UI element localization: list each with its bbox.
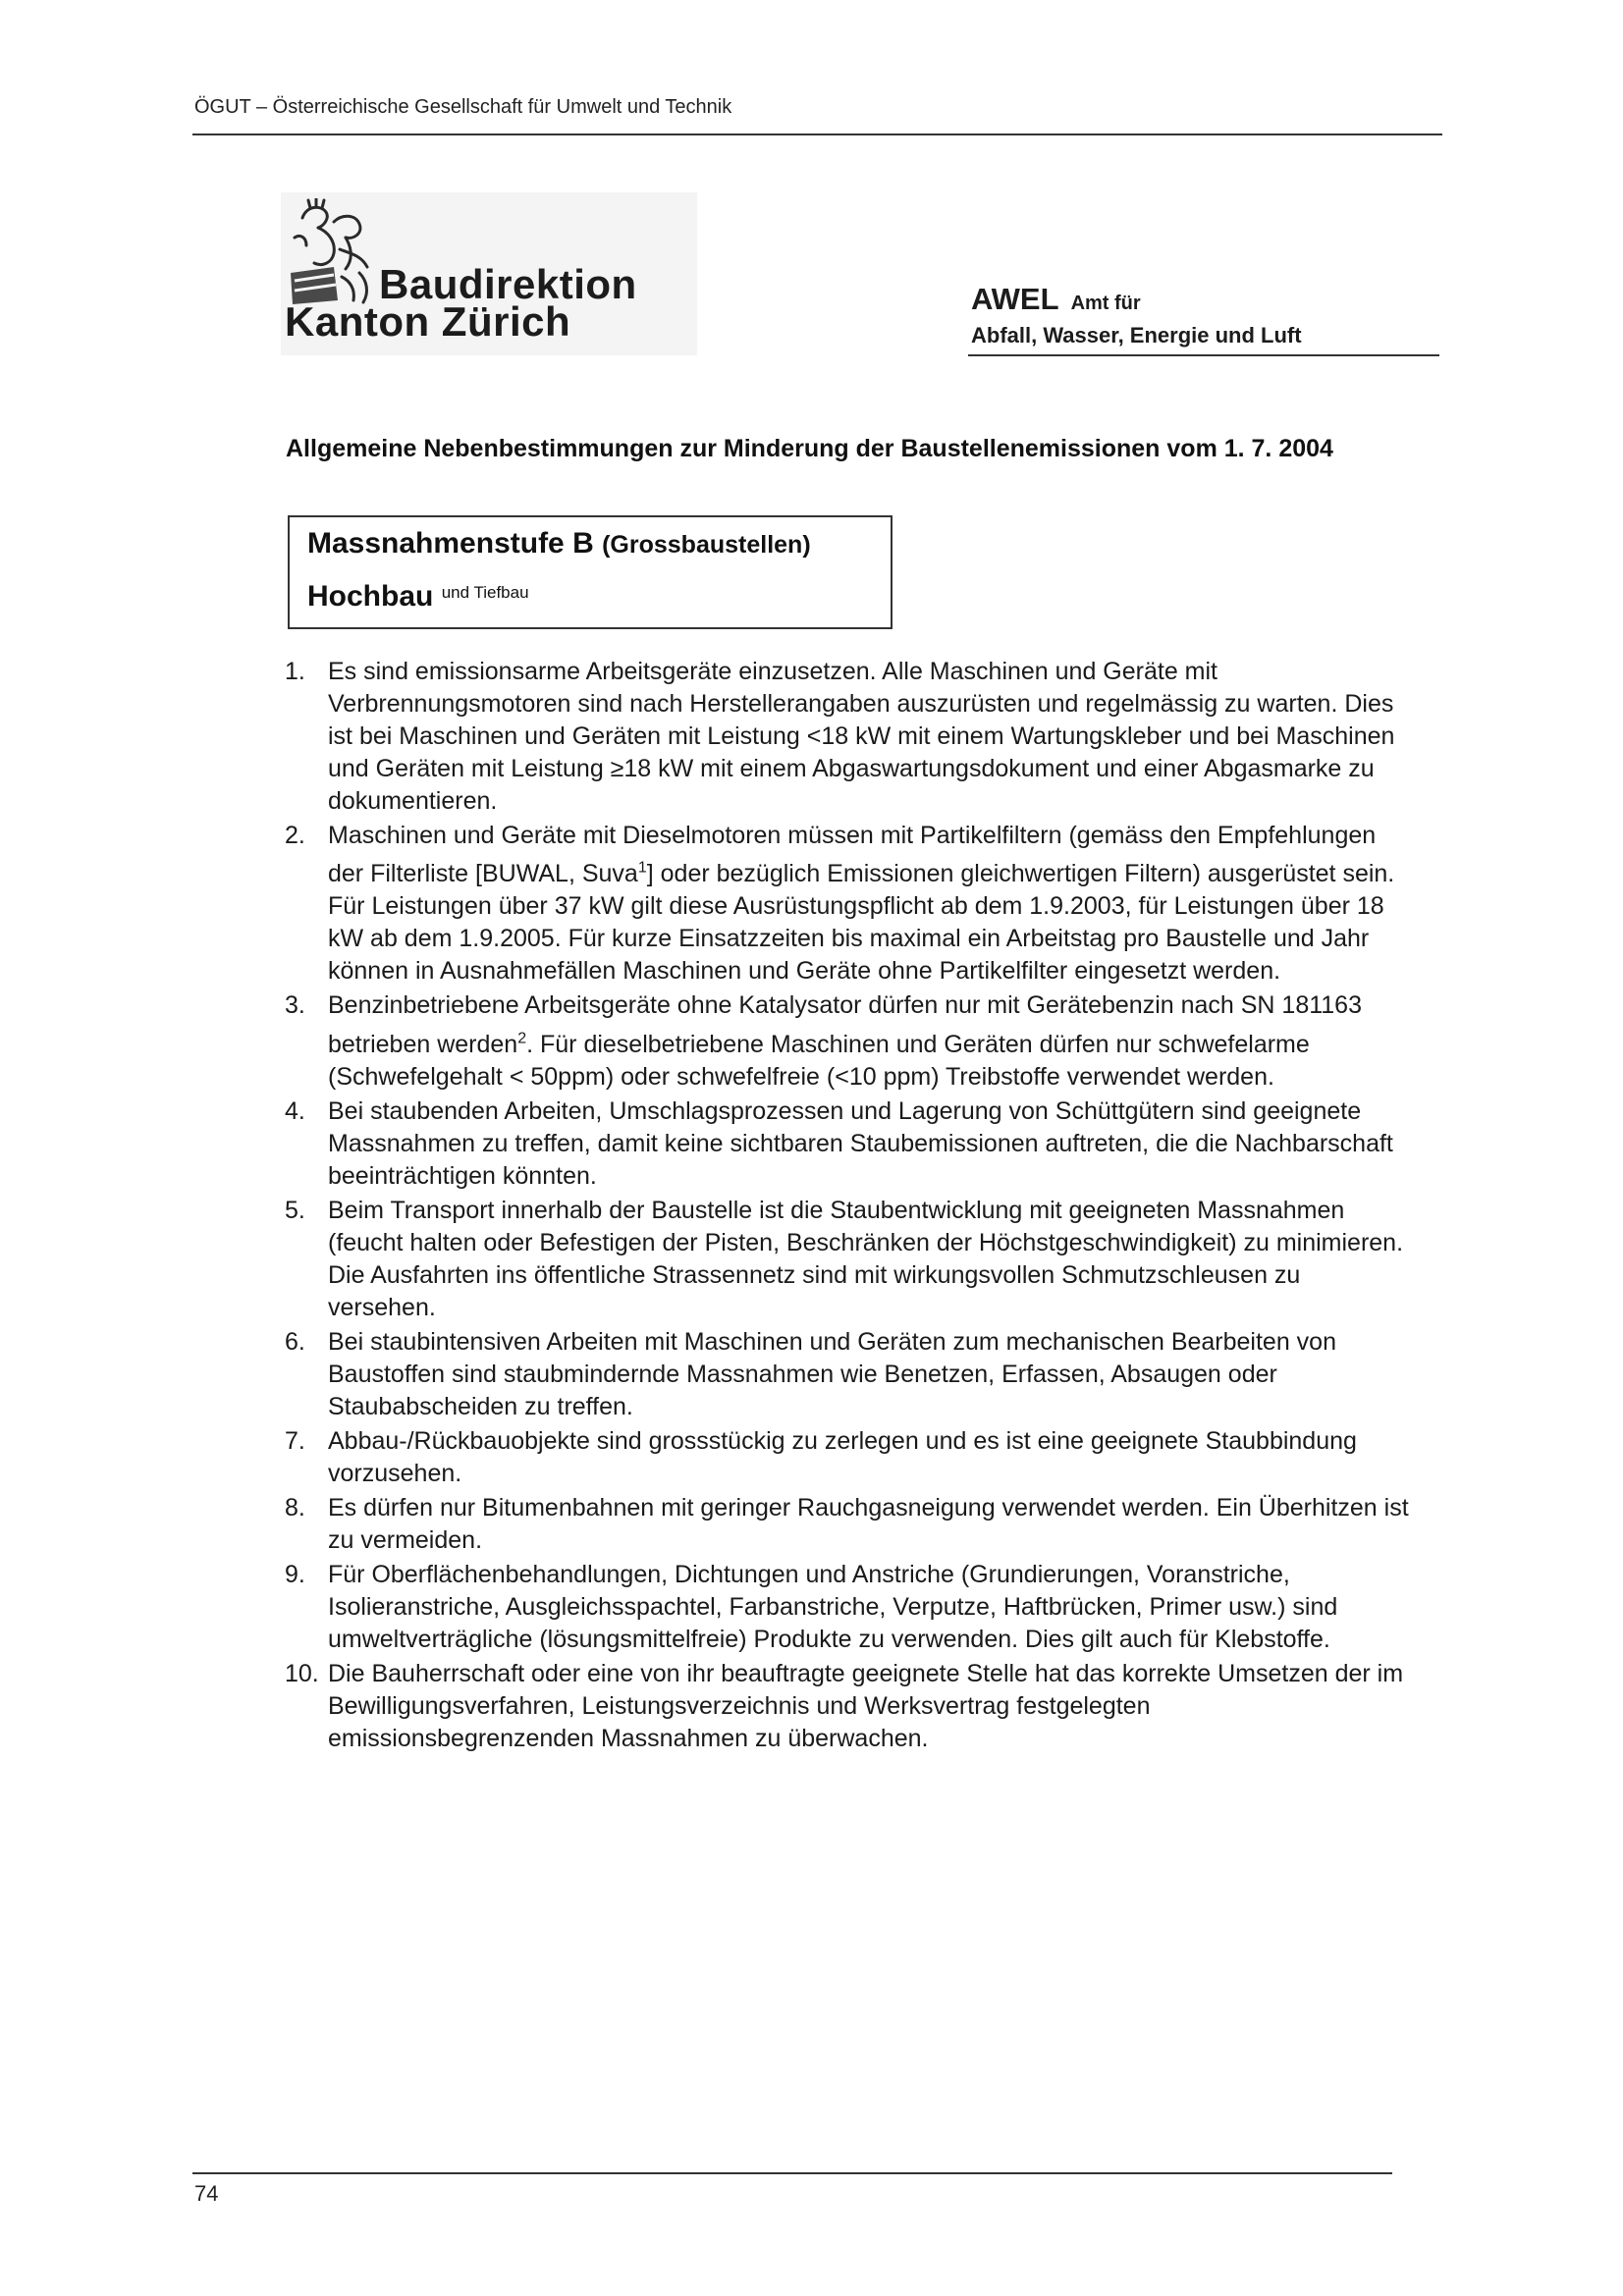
zurich-lion-crest-icon <box>285 198 375 306</box>
list-item <box>285 1195 1414 1324</box>
stage-heading <box>307 527 811 561</box>
list-item-text-part: Beim Transport innerhalb der Baustelle ist die Staubentwicklung mit geeigneten Massnahmen (feucht halten oder Befestigen der Pisten, Beschränken der Höchstgeschwindigkeit) zu minimieren. Die Ausfahrten ins öffentliche Strassennetz sind mit wirkungsvollen Schmutzschleusen zu versehen. <box>328 1196 1404 1321</box>
footer-divider <box>192 2172 1392 2174</box>
stage-category-extra: und Tiefbau <box>441 583 529 602</box>
stage-category: Hochbau <box>307 580 434 613</box>
list-item-number: 9. <box>285 1560 305 1588</box>
list-item-text <box>328 1427 1357 1487</box>
list-item-number: 7. <box>285 1426 305 1455</box>
header-divider <box>192 133 1442 135</box>
list-item <box>285 989 1414 1093</box>
list-item-text-part: Es dürfen nur Bitumenbahnen mit geringer Rauchgasneigung verwendet werden. Ein Überhitzen ist zu vermeiden. <box>328 1493 1409 1554</box>
list-item <box>285 820 1414 988</box>
list-item-number: 6. <box>285 1327 305 1356</box>
list-item <box>285 1559 1414 1656</box>
list-item-number: 2. <box>285 822 305 849</box>
awel-code: AWEL <box>971 282 1059 316</box>
footnote-marker: 1 <box>637 860 647 877</box>
awel-title-line <box>971 283 1438 320</box>
logo-text-kanton: Kanton Zürich <box>285 298 571 345</box>
list-item-number: 4. <box>285 1096 305 1125</box>
list-item-text-part: Abbau-/Rückbauobjekte sind grossstückig zu zerlegen und es ist eine geeignete Staubbindung vorzusehen. <box>328 1426 1357 1487</box>
list-item-text-part: Maschinen und Geräte mit Dieselmotoren müssen mit Partikelfiltern (gemäss den Empfehlungen der Filterliste [BUWAL, Suva <box>328 822 1377 888</box>
list-item-text <box>328 1494 1409 1554</box>
list-item <box>285 656 1414 818</box>
document-title: Allgemeine Nebenbestimmungen zur Minderung der Baustellenemissionen vom 1. 7. 2004 <box>286 435 1333 462</box>
list-item <box>285 1658 1414 1755</box>
list-item-number: 5. <box>285 1196 305 1224</box>
list-item-text <box>328 1097 1393 1190</box>
awel-divider <box>968 354 1439 356</box>
list-item-text <box>328 1561 1337 1653</box>
stage-name: Massnahmenstufe B <box>307 527 594 560</box>
list-item-text <box>328 1197 1403 1321</box>
list-item-text-part: Für Oberflächenbehandlungen, Dichtungen und Anstriche (Grundierungen, Voranstriche, Isolieranstriche, Ausgleichsspachtel, Farbanstriche, Verputze, Haftbrücken, Primer usw.) sind umweltverträgliche (lösungsmittelfreie) Produkte zu verwenden. Dies gilt auch für Klebstoffe. <box>328 1560 1338 1653</box>
list-item-text-part: Es sind emissionsarme Arbeitsgeräte einzusetzen. Alle Maschinen und Geräte mit Verbrennungsmotoren sind nach Herstellerangaben auszurüsten und regelmässig zu warten. Dies ist bei Maschinen und Geräten mit Leistung <18 kW mit einem Wartungskleber und bei Maschinen und Geräten mit Leistung ≥18 kW mit einem Abgaswartungsdokument und einer Abgasmarke zu dokumentieren. <box>328 658 1395 815</box>
list-item-number: 8. <box>285 1493 305 1522</box>
list-item-text-part: Benzinbetriebene Arbeitsgeräte ohne Katalysator dürfen nur mit Gerätebenzin nach SN 181163 betrieben werden <box>328 991 1362 1058</box>
awel-department: Abfall, Wasser, Energie und Luft <box>971 323 1302 347</box>
list-item-number: 10. <box>285 1659 319 1687</box>
list-item <box>285 1492 1414 1557</box>
running-header: ÖGUT – Österreichische Gesellschaft für Umwelt und Technik <box>194 96 732 118</box>
list-item-text <box>328 1328 1336 1420</box>
list-item <box>285 1326 1414 1423</box>
awel-amt: Amt für <box>1070 293 1141 314</box>
list-item-number: 1. <box>285 658 305 685</box>
list-item-text-part: Bei staubintensiven Arbeiten mit Maschinen und Geräten zum mechanischen Bearbeiten von Baustoffen sind staubmindernde Massnahmen wie Benetzen, Erfassen, Absaugen oder Staubabscheiden zu treffen. <box>328 1327 1336 1420</box>
list-item-text <box>328 822 1394 985</box>
list-item-text <box>328 1660 1403 1752</box>
list-item-text <box>328 658 1394 815</box>
stage-category-line <box>307 580 529 614</box>
list-item-text-part: Die Bauherrschaft oder eine von ihr beauftragte geeignete Stelle hat das korrekte Umsetzen der im Bewilligungsverfahren, Leistungsverzeichnis und Werksvertrag festgelegten emissionsbegrenzenden Massnahmen zu überwachen. <box>328 1659 1404 1752</box>
list-item-text-part: Bei staubenden Arbeiten, Umschlagsprozessen und Lagerung von Schüttgütern sind geeignete Massnahmen zu treffen, damit keine sichtbaren Staubemissionen auftreten, die die Nachbarschaft beeinträchtigen könnten. <box>328 1096 1393 1190</box>
logo-text-baudirektion: Baudirektion <box>379 261 637 307</box>
rules-list <box>285 656 1414 1757</box>
list-item-number: 3. <box>285 991 305 1020</box>
list-item <box>285 1425 1414 1490</box>
awel-letterhead <box>971 283 1438 351</box>
list-item-text-part: ] oder bezüglich Emissionen gleichwertigen Filtern) ausgerüstet sein. Für Leistungen über 37 kW gilt diese Ausrüstungspflicht ab dem 1.9.2003, für Leistungen über 18 kW ab dem 1.9.2005. Für kurze Einsatzzeiten bis maximal ein Arbeitstag pro Baustelle und Jahr können in Ausnahmefällen Maschinen und Geräte ohne Partikelfilter eingesetzt werden. <box>328 860 1395 986</box>
baudirektion-logo <box>281 192 697 355</box>
list-item-text <box>328 991 1362 1090</box>
list-item-text-part: . Für dieselbetriebene Maschinen und Geräten dürfen nur schwefelarme (Schwefelgehalt < 50ppm) oder schwefelfreie (<10 ppm) Treibstoffe verwendet werden. <box>328 1030 1310 1091</box>
footnote-marker: 2 <box>517 1030 527 1047</box>
list-item <box>285 1095 1414 1193</box>
page-number: 74 <box>194 2181 219 2206</box>
measure-stage-box <box>288 515 893 629</box>
stage-qualifier: (Grossbaustellen) <box>602 531 811 559</box>
